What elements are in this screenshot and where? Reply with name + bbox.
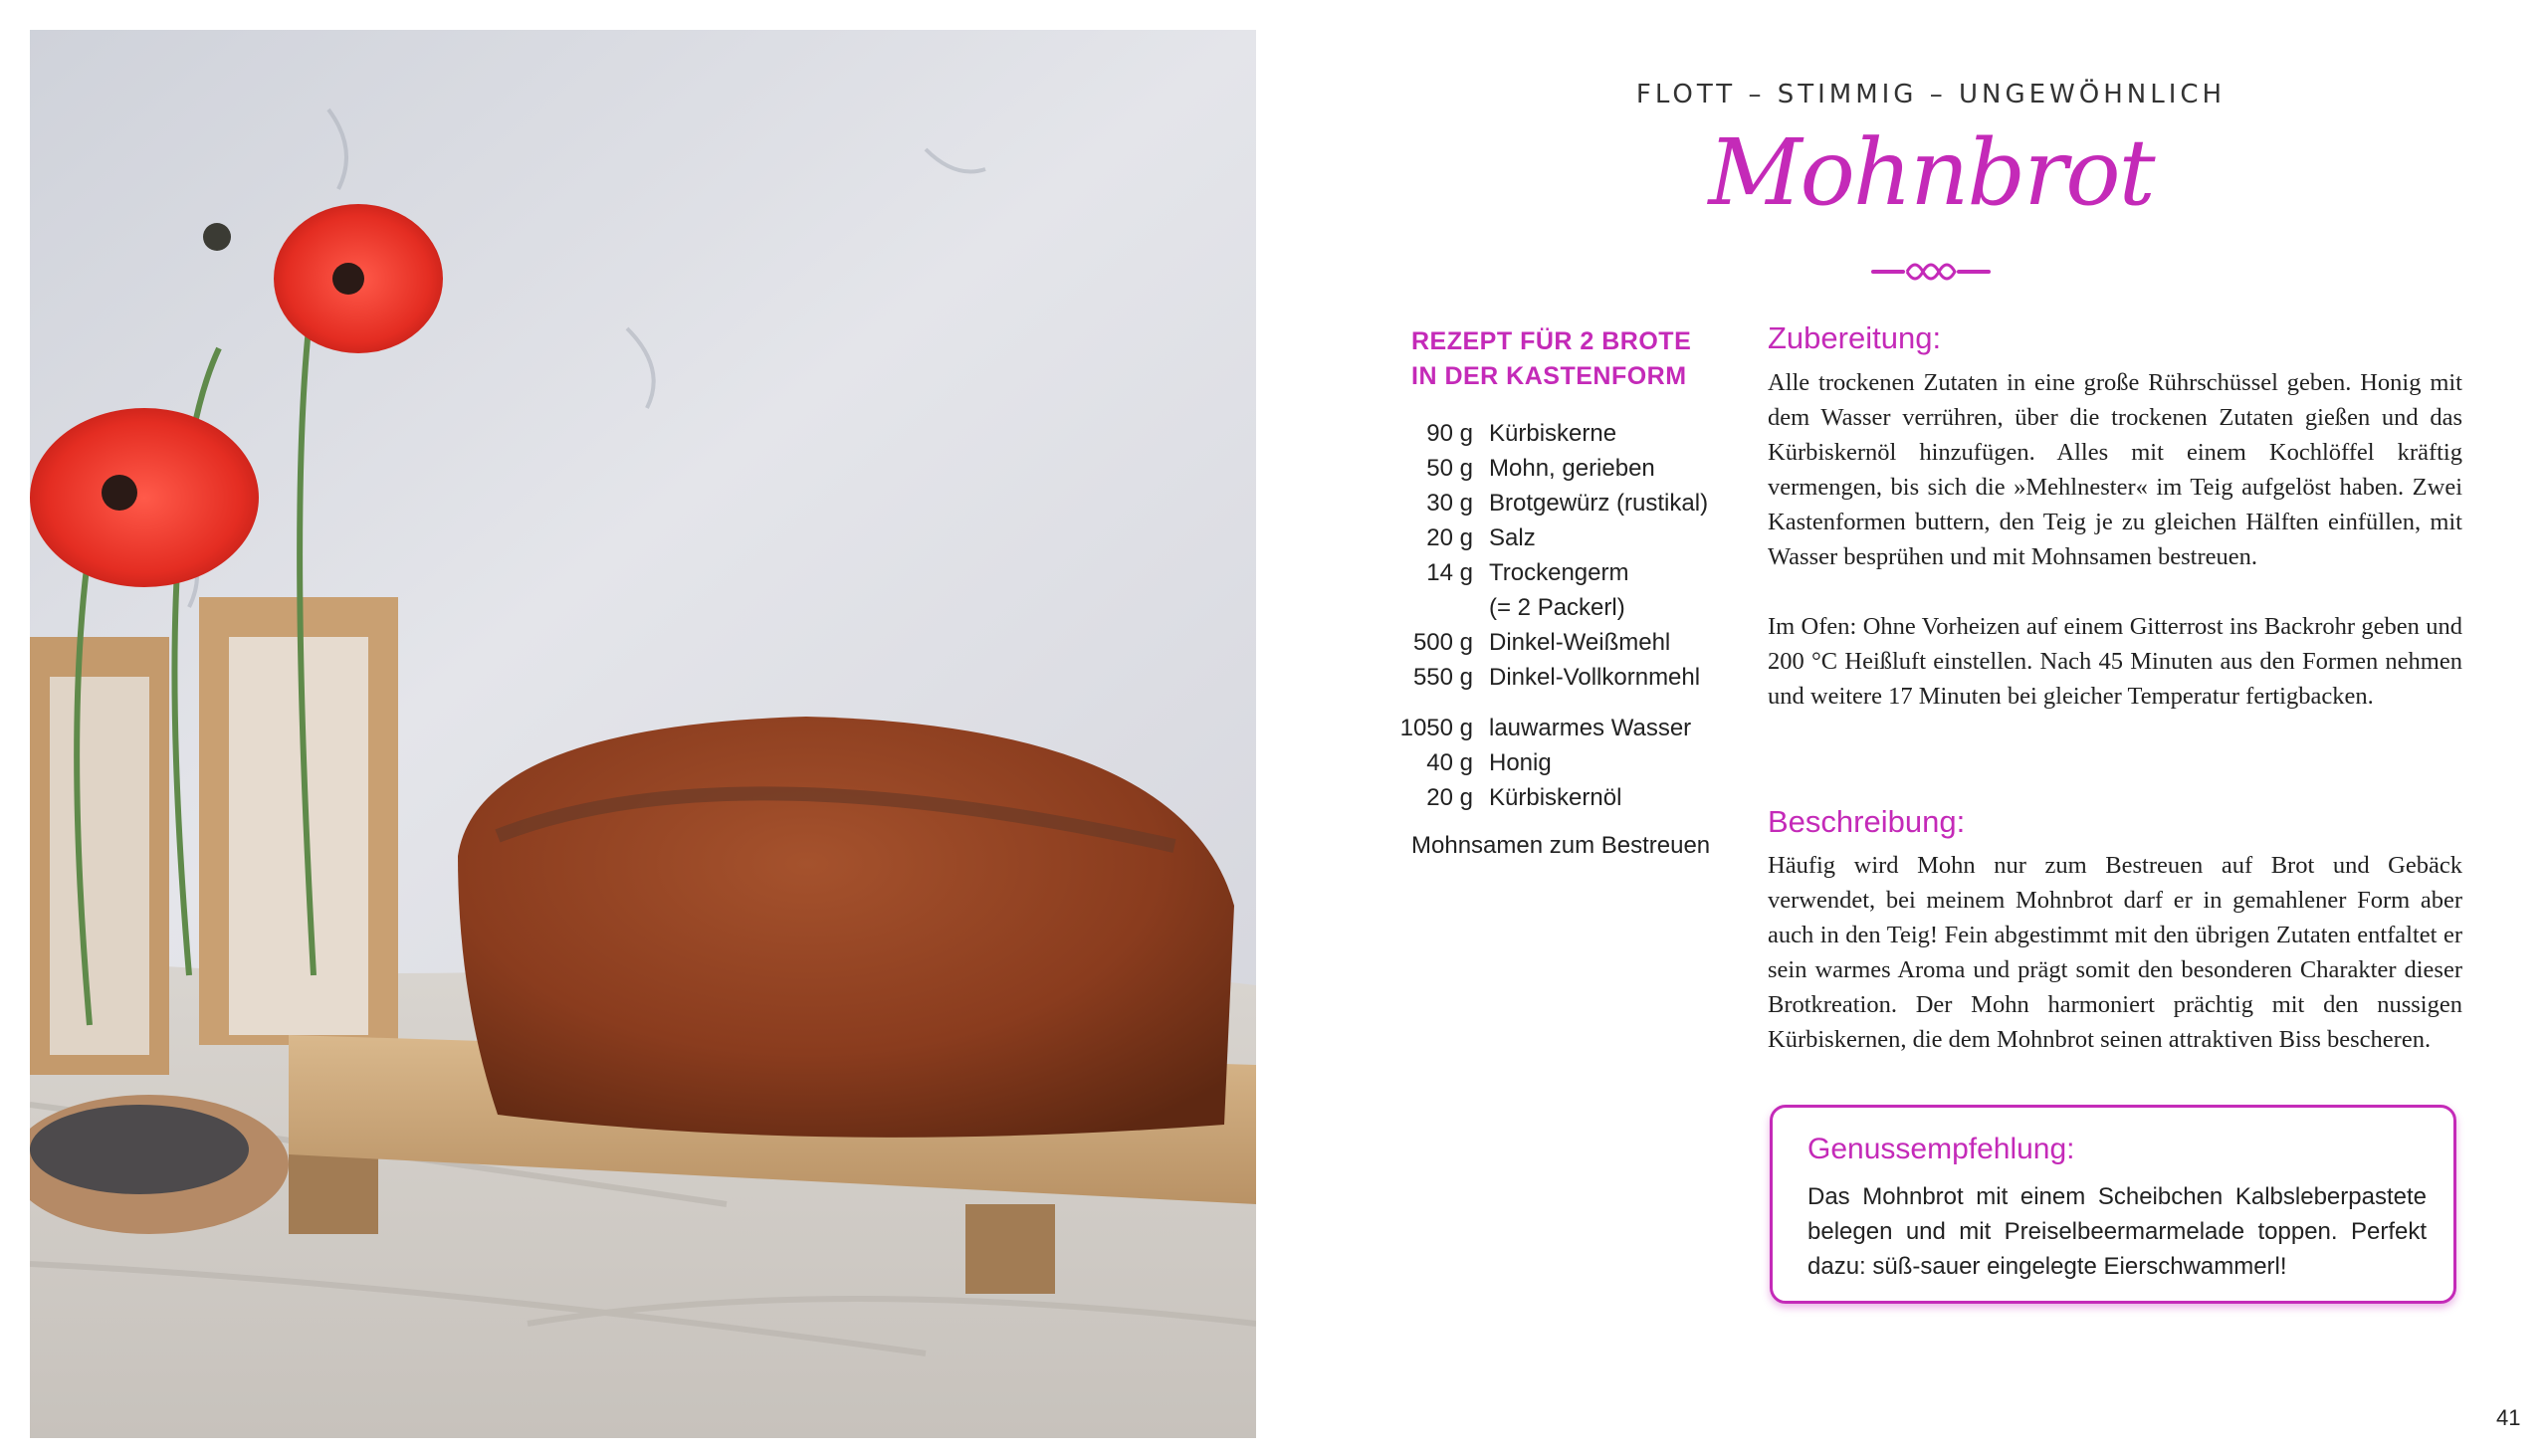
- ingredient-name: Mohn, gerieben: [1489, 454, 1655, 482]
- bread-photo-illustration: [30, 30, 1256, 1438]
- ingredient-quantity: 30 g: [1426, 489, 1473, 517]
- ingredient-name: (= 2 Packerl): [1489, 593, 1625, 621]
- ingredient-row: [1398, 590, 1737, 625]
- ingredient-row: [1398, 451, 1737, 486]
- ingredient-row: [1398, 711, 1737, 745]
- ingredient-quantity: 50 g: [1426, 454, 1473, 482]
- ingredients-heading: [1411, 324, 1740, 394]
- ingredient-quantity: 550 g: [1412, 663, 1473, 691]
- ingredient-name: Trockengerm: [1489, 558, 1629, 586]
- ingredients-heading-line2: IN DER KASTENFORM: [1411, 362, 1687, 390]
- ingredient-row: [1398, 486, 1737, 520]
- ingredient-name: Salz: [1489, 523, 1536, 551]
- ingredient-quantity: 90 g: [1426, 419, 1473, 447]
- ingredient-quantity: 20 g: [1426, 523, 1473, 551]
- recipe-kicker: FLOTT – STIMMIG – UNGEWÖHNLICH: [1635, 80, 2227, 109]
- ingredient-quantity: 1050 g: [1399, 714, 1473, 741]
- recipe-photo: [30, 30, 1256, 1438]
- ingredient-name: lauwarmes Wasser: [1489, 714, 1692, 741]
- ingredient-row: [1398, 520, 1737, 555]
- ingredient-list: [1398, 416, 1737, 815]
- description-paragraph: Häufig wird Mohn nur zum Bestreuen auf Brot und Gebäck verwendet, bei meinem Mohnbrot darf er in gemahlener Form aber auch in den Teig! Fein abgestimmt mit den übrigen Zutaten entfaltet er sein warmes Aroma und prägt somit den besonderen Charakter dieser Brotkreation. Der Mohn harmoniert prächtig mit den nussigen Kürbiskernen, die dem Mohnbrot seinen attraktiven Biss bescheren.: [1768, 852, 2462, 1053]
- ingredient-quantity: 500 g: [1412, 628, 1473, 656]
- recipe-title: Mohnbrot: [1708, 119, 2154, 226]
- recommendation-heading: Genussempfehlung:: [1807, 1133, 2075, 1165]
- preparation-heading: Zubereitung:: [1768, 320, 1942, 355]
- ingredient-row: [1398, 555, 1737, 590]
- ingredient-row: [1398, 660, 1737, 695]
- ingredient-name: Brotgewürz (rustikal): [1489, 489, 1709, 517]
- ingredient-name: Honig: [1489, 748, 1552, 776]
- ingredient-row: [1398, 745, 1737, 780]
- preparation-paragraph-2: Im Ofen: Ohne Vorheizen auf einem Gitterrost ins Backrohr geben und 200 °C Heißluft einstellen. Nach 45 Minuten aus den Formen nehmen und weitere 17 Minuten bei gleicher Temperatur fertigbacken.: [1768, 613, 2462, 710]
- preparation-paragraph-1: Alle trockenen Zutaten in eine große Rührschüssel geben. Honig mit dem Wasser verrühren, über die trockenen Zutaten gießen und das Kürbiskernöl hinzufügen. Alles mit einem Kochlöffel kräftig vermengen, bis sich die »Mehlnester« im Teig aufgelöst haben. Zwei Kastenformen buttern, den Teig je zu gleichen Hälften einfüllen, mit Wasser besprühen und mit Mohnsamen bestreuen.: [1768, 369, 2462, 570]
- ingredient-name: Kürbiskernöl: [1489, 783, 1622, 811]
- ingredient-row: [1398, 416, 1737, 451]
- page-number: 41: [2496, 1405, 2521, 1430]
- ingredients-heading-line1: REZEPT FÜR 2 BROTE: [1411, 327, 1692, 355]
- ingredient-row: [1398, 780, 1737, 815]
- ingredient-quantity: 20 g: [1426, 783, 1473, 811]
- ingredient-name: Dinkel-Vollkornmehl: [1489, 663, 1701, 691]
- recommendation-text: Das Mohnbrot mit einem Scheibchen Kalbsleberpastete belegen und mit Preiselbeermarmelade toppen. Perfekt dazu: süß-sauer eingelegte Eierschwammerl!: [1807, 1183, 2427, 1280]
- ingredient-name: Kürbiskerne: [1489, 419, 1617, 447]
- ingredient-quantity: 40 g: [1426, 748, 1473, 776]
- flourish-ornament-icon: [1871, 257, 1991, 287]
- description-heading: Beschreibung:: [1768, 804, 1966, 839]
- ingredient-quantity: 14 g: [1426, 558, 1473, 586]
- ingredient-name: Dinkel-Weißmehl: [1489, 628, 1671, 656]
- ingredient-row: [1398, 625, 1737, 660]
- ingredient-note: Mohnsamen zum Bestreuen: [1411, 832, 1711, 859]
